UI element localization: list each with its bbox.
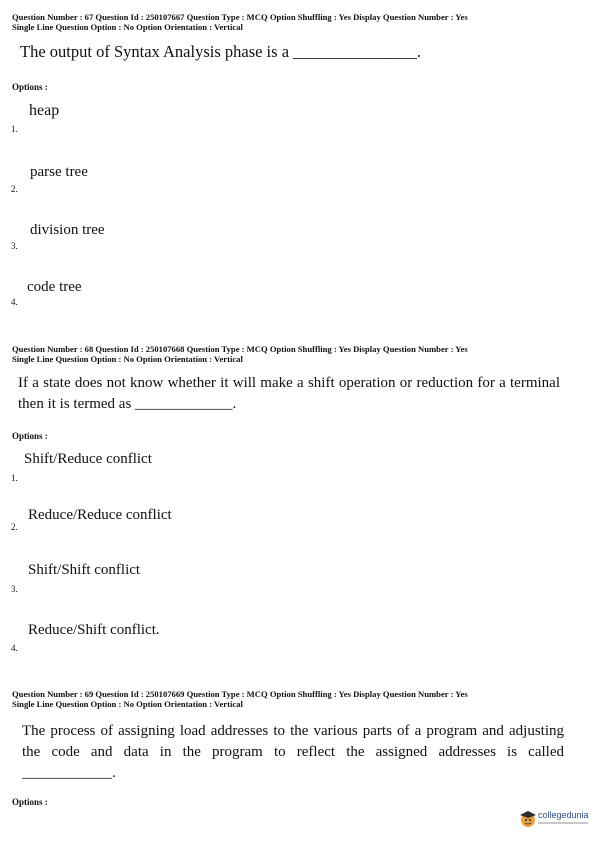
options-label: Options : [12,797,48,807]
option-text[interactable]: Shift/Reduce conflict [24,451,152,467]
option-text[interactable]: heap [29,102,60,119]
logo-tagline [538,822,588,824]
option-text[interactable]: Reduce/Shift conflict. [28,622,160,638]
option-text[interactable]: division tree [30,222,105,238]
option-text[interactable]: parse tree [30,164,88,180]
graduate-icon [518,809,538,829]
question-meta: Question Number : 68 Question Id : 250107668 Question Type : MCQ Option Shuffling : Yes Display Question Number : Yes Single Line Question Option : No Option Orientation : Vertical [12,344,468,364]
option-number: 4. [11,297,18,307]
options-label: Options : [12,82,48,92]
option-text[interactable]: Shift/Shift conflict [28,562,141,578]
option-number: 2. [11,522,18,532]
option-number: 4. [11,643,18,653]
question-meta: Question Number : 67 Question Id : 250107667 Question Type : MCQ Option Shuffling : Yes Display Question Number : Yes Single Line Question Option : No Option Orientation : Vertical [12,12,468,32]
option-number: 1. [11,473,18,483]
question-text: The output of Syntax Analysis phase is a _______________. [20,42,422,61]
option-number: 2. [11,184,18,194]
collegedunia-logo [518,807,592,835]
options-label: Options : [12,431,48,441]
question-meta: Question Number : 69 Question Id : 250107669 Question Type : MCQ Option Shuffling : Yes Display Question Number : Yes Single Line Question Option : No Option Orientation : Vertical [12,689,468,709]
question-text: The process of assigning load addresses to the various parts of a program and adjusting the code and data in the program to reflect the assigned addresses is called ____________. [22,723,564,781]
option-text[interactable]: Reduce/Reduce conflict [28,507,172,523]
option-number: 1. [11,124,18,134]
option-number: 3. [11,241,18,251]
option-text[interactable]: code tree [27,279,82,295]
option-number: 3. [11,584,18,594]
logo-text: collegedunia [538,810,589,820]
question-text: If a state does not know whether it will make a shift operation or reduction for a terminal then it is termed as _____________. [18,375,560,412]
